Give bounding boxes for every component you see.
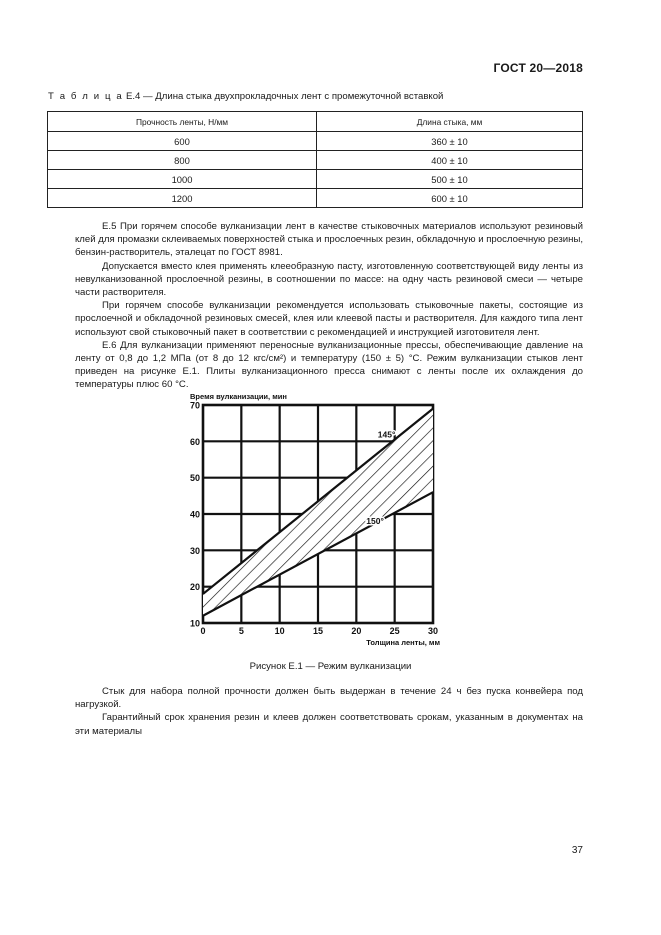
table-row (48, 170, 583, 189)
chart-svg (170, 385, 450, 650)
table-caption-label: Т а б л и ц а (48, 91, 124, 102)
table-cell-strength: 1200 (48, 189, 317, 208)
x-axis-label: Толщина ленты, мм (366, 638, 440, 647)
table-cell-length: 500 ± 10 (317, 170, 583, 189)
paragraph-e5: Е.5 При горячем способе вулканизации лент в качестве стыковочных материалов используют резиновый клей для промазки склеиваемых поверхностей стыка и прослоечных резин, обкладочную и прослоечную резины, бензин-растворитель, эталецат по ГОСТ 8981. (75, 221, 583, 259)
table-header-length: Длина стыка, мм (317, 112, 583, 132)
table-row (48, 132, 583, 151)
y-tick-label: 70 (189, 400, 200, 411)
table-caption-title: Е.4 — Длина стыка двухпрокладочных лент с промежуточной вставкой (123, 91, 444, 102)
y-tick-label: 60 (189, 436, 200, 447)
paragraph-packages: При горячем способе вулканизации рекомендуется использовать стыковочные пакеты, состоящие из прослоечной и обкладочной резиновых смесей, клея или клеевой пасты и растворителя. Для каждого типа лент используют свой стыковочный пакет в соответствии с рекомендацией и инструкцией изготовителя лент. (75, 300, 583, 338)
table-row (48, 189, 583, 208)
series-label-150: 150° (366, 515, 384, 526)
paragraph-storage: Гарантийный срок хранения резин и клеев должен соответствовать срокам, указанным в документах на эти материалы (75, 712, 583, 737)
table-cell-length: 400 ± 10 (317, 151, 583, 170)
x-tick-label: 25 (389, 626, 400, 636)
table-cell-strength: 800 (48, 151, 317, 170)
vulcanization-chart (170, 385, 450, 655)
paragraph-e6: Е.6 Для вулканизации применяют переносные вулканизационные прессы, обеспечивающие давление на ленту от 0,8 до 1,2 МПа (от 8 до 12 кгс/см²) и температуру (150 ± 5) °С. Режим вулканизации стыков лент приведен на рисунке Е.1. Плиты вулканизационного пресса снимают с ленты после их охлаждения до температуры плюс 60 °С. (75, 339, 583, 391)
y-tick-label: 50 (189, 473, 200, 484)
table-row (48, 151, 583, 170)
paragraph-paste: Допускается вместо клея применять клееобразную пасту, изготовленную соответствующей виду ленты из невулканизованной прослоечной резины, в соотношении по массе: на одну часть резиновой смеси — четыре части растворителя. (75, 260, 583, 299)
body-text-top (75, 220, 583, 392)
paragraph-curing-time: Стык для набора полной прочности должен быть выдержан в течение 24 ч без пуска конвейера под нагрузкой. (75, 686, 583, 711)
figure-caption: Рисунок Е.1 — Режим вулканизации (249, 661, 412, 672)
x-tick-label: 0 (200, 626, 206, 636)
x-tick-label: 15 (312, 626, 324, 636)
table-cell-length: 360 ± 10 (317, 132, 583, 151)
y-tick-label: 30 (189, 545, 200, 556)
table-header-strength: Прочность ленты, Н/мм (48, 112, 317, 132)
page-number: 37 (571, 845, 583, 856)
y-tick-label: 40 (189, 509, 200, 520)
x-tick-label: 10 (274, 626, 285, 636)
x-tick-label: 30 (427, 626, 439, 636)
table-cell-strength: 1000 (48, 170, 317, 189)
standard-number: ГОСТ 20—2018 (493, 61, 583, 75)
body-text-bottom (75, 685, 583, 738)
table-cell-length: 600 ± 10 (317, 189, 583, 208)
table-cell-strength: 600 (48, 132, 317, 151)
y-tick-label: 20 (189, 582, 200, 593)
x-tick-label: 5 (238, 626, 244, 636)
series-label-145: 145° (377, 429, 396, 440)
y-axis-label: Время вулканизации, мин (190, 392, 287, 401)
splice-length-table (47, 111, 583, 208)
x-tick-label: 20 (351, 626, 362, 636)
y-tick-label: 10 (189, 618, 200, 629)
table-header-row (48, 112, 583, 132)
table-caption (48, 91, 608, 102)
